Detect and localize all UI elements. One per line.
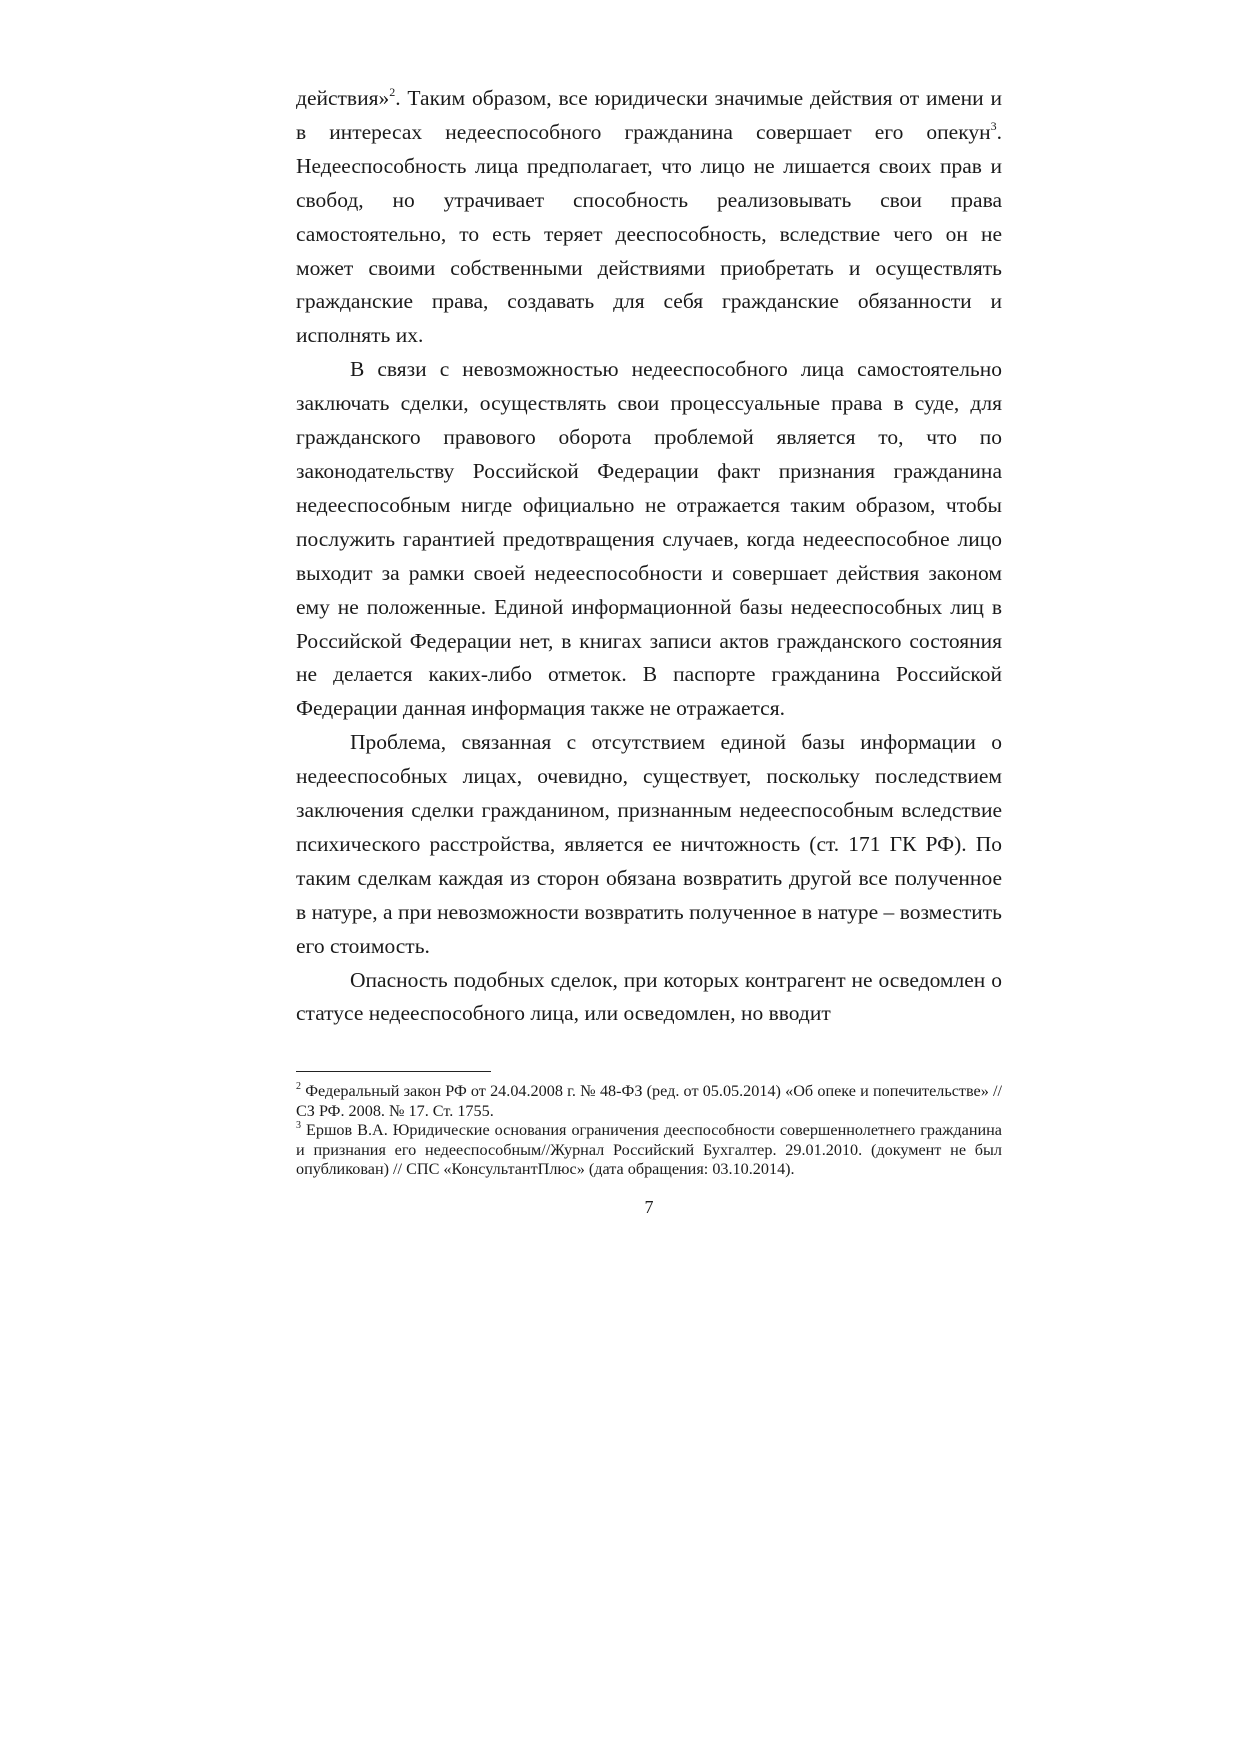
footnote-2 [296,1082,1002,1121]
paragraph-2: В связи с невозможностью недееспособного лица самостоятельно заключать сделки, осуществлять свои процессуальные права в суде, для гражданского правового оборота проблемой является то, что по законодательству Российской Федерации факт признания гражданина недееспособным нигде официально не отражается таким образом, чтобы послужить гарантией предотвращения случаев, когда недееспособное лицо выходит за рамки своей недееспособности и совершает действия законом ему не положенные. Единой информационной базы недееспособных лиц в Российской Федерации нет, в книгах записи актов гражданского состояния не делается каких-либо отметок. В паспорте гражданина Российской Федерации данная информация также не отражается. [296,357,1002,721]
footnote-3-text: Ершов В.А. Юридические основания ограничения дееспособности совершеннолетнего гражданина и признания его недееспособным//Журнал Российский Бухгалтер. 29.01.2010. (документ не был опубликован) // СПС «КонсультантПлюс» (дата обращения: 03.10.2014). [296,1121,1002,1179]
page-number: 7 [644,1197,654,1217]
footnote-2-text: Федеральный закон РФ от 24.04.2008 г. № 48-ФЗ (ред. от 05.05.2014) «Об опеке и попечительстве» // СЗ РФ. 2008. № 17. Ст. 1755. [296,1082,1002,1120]
paragraph-4: Опасность подобных сделок, при которых контрагент не осведомлен о статусе недееспособного лица, или осведомлен, но вводит [296,967,1002,1026]
paragraph-1-end: . Недееспособность лица предполагает, что лицо не лишается своих прав и свобод, но утрачивает способность реализовывать свои права самостоятельно, то есть теряет дееспособность, вследствие чего он не может своими собственными действиями приобретать и осуществлять гражданские права, создавать для себя гражданские обязанности и исполнять их. [296,119,1002,348]
footnotes [296,1082,1002,1180]
footnote-ref-3: 3 [990,118,997,133]
paragraph-1-middle: . Таким образом, все юридически значимые действия от имени и в интересах недееспособного гражданина совершает его опекун [296,86,1002,144]
footnote-separator [296,1071,491,1072]
footnote-ref-2: 2 [389,85,396,99]
paragraph-3: Проблема, связанная с отсутствием единой базы информации о недееспособных лицах, очевидно, существует, поскольку последствием заключения сделки гражданином, признанным недееспособным вследствие психического расстройства, является ее ничтожность (ст. 171 ГК РФ). По таким сделкам каждая из сторон обязана возвратить другой все полученное в натуре, а при невозможности возвратить полученное в натуре – возместить его стоимость. [296,730,1002,958]
footnote-3 [296,1121,1002,1180]
paragraph-1 [296,82,1002,353]
body-text [296,82,1002,1031]
paragraph-1-start: действия» [296,86,390,110]
footnote-3-number: 3 [296,1120,301,1132]
footnote-2-number: 2 [296,1081,301,1092]
